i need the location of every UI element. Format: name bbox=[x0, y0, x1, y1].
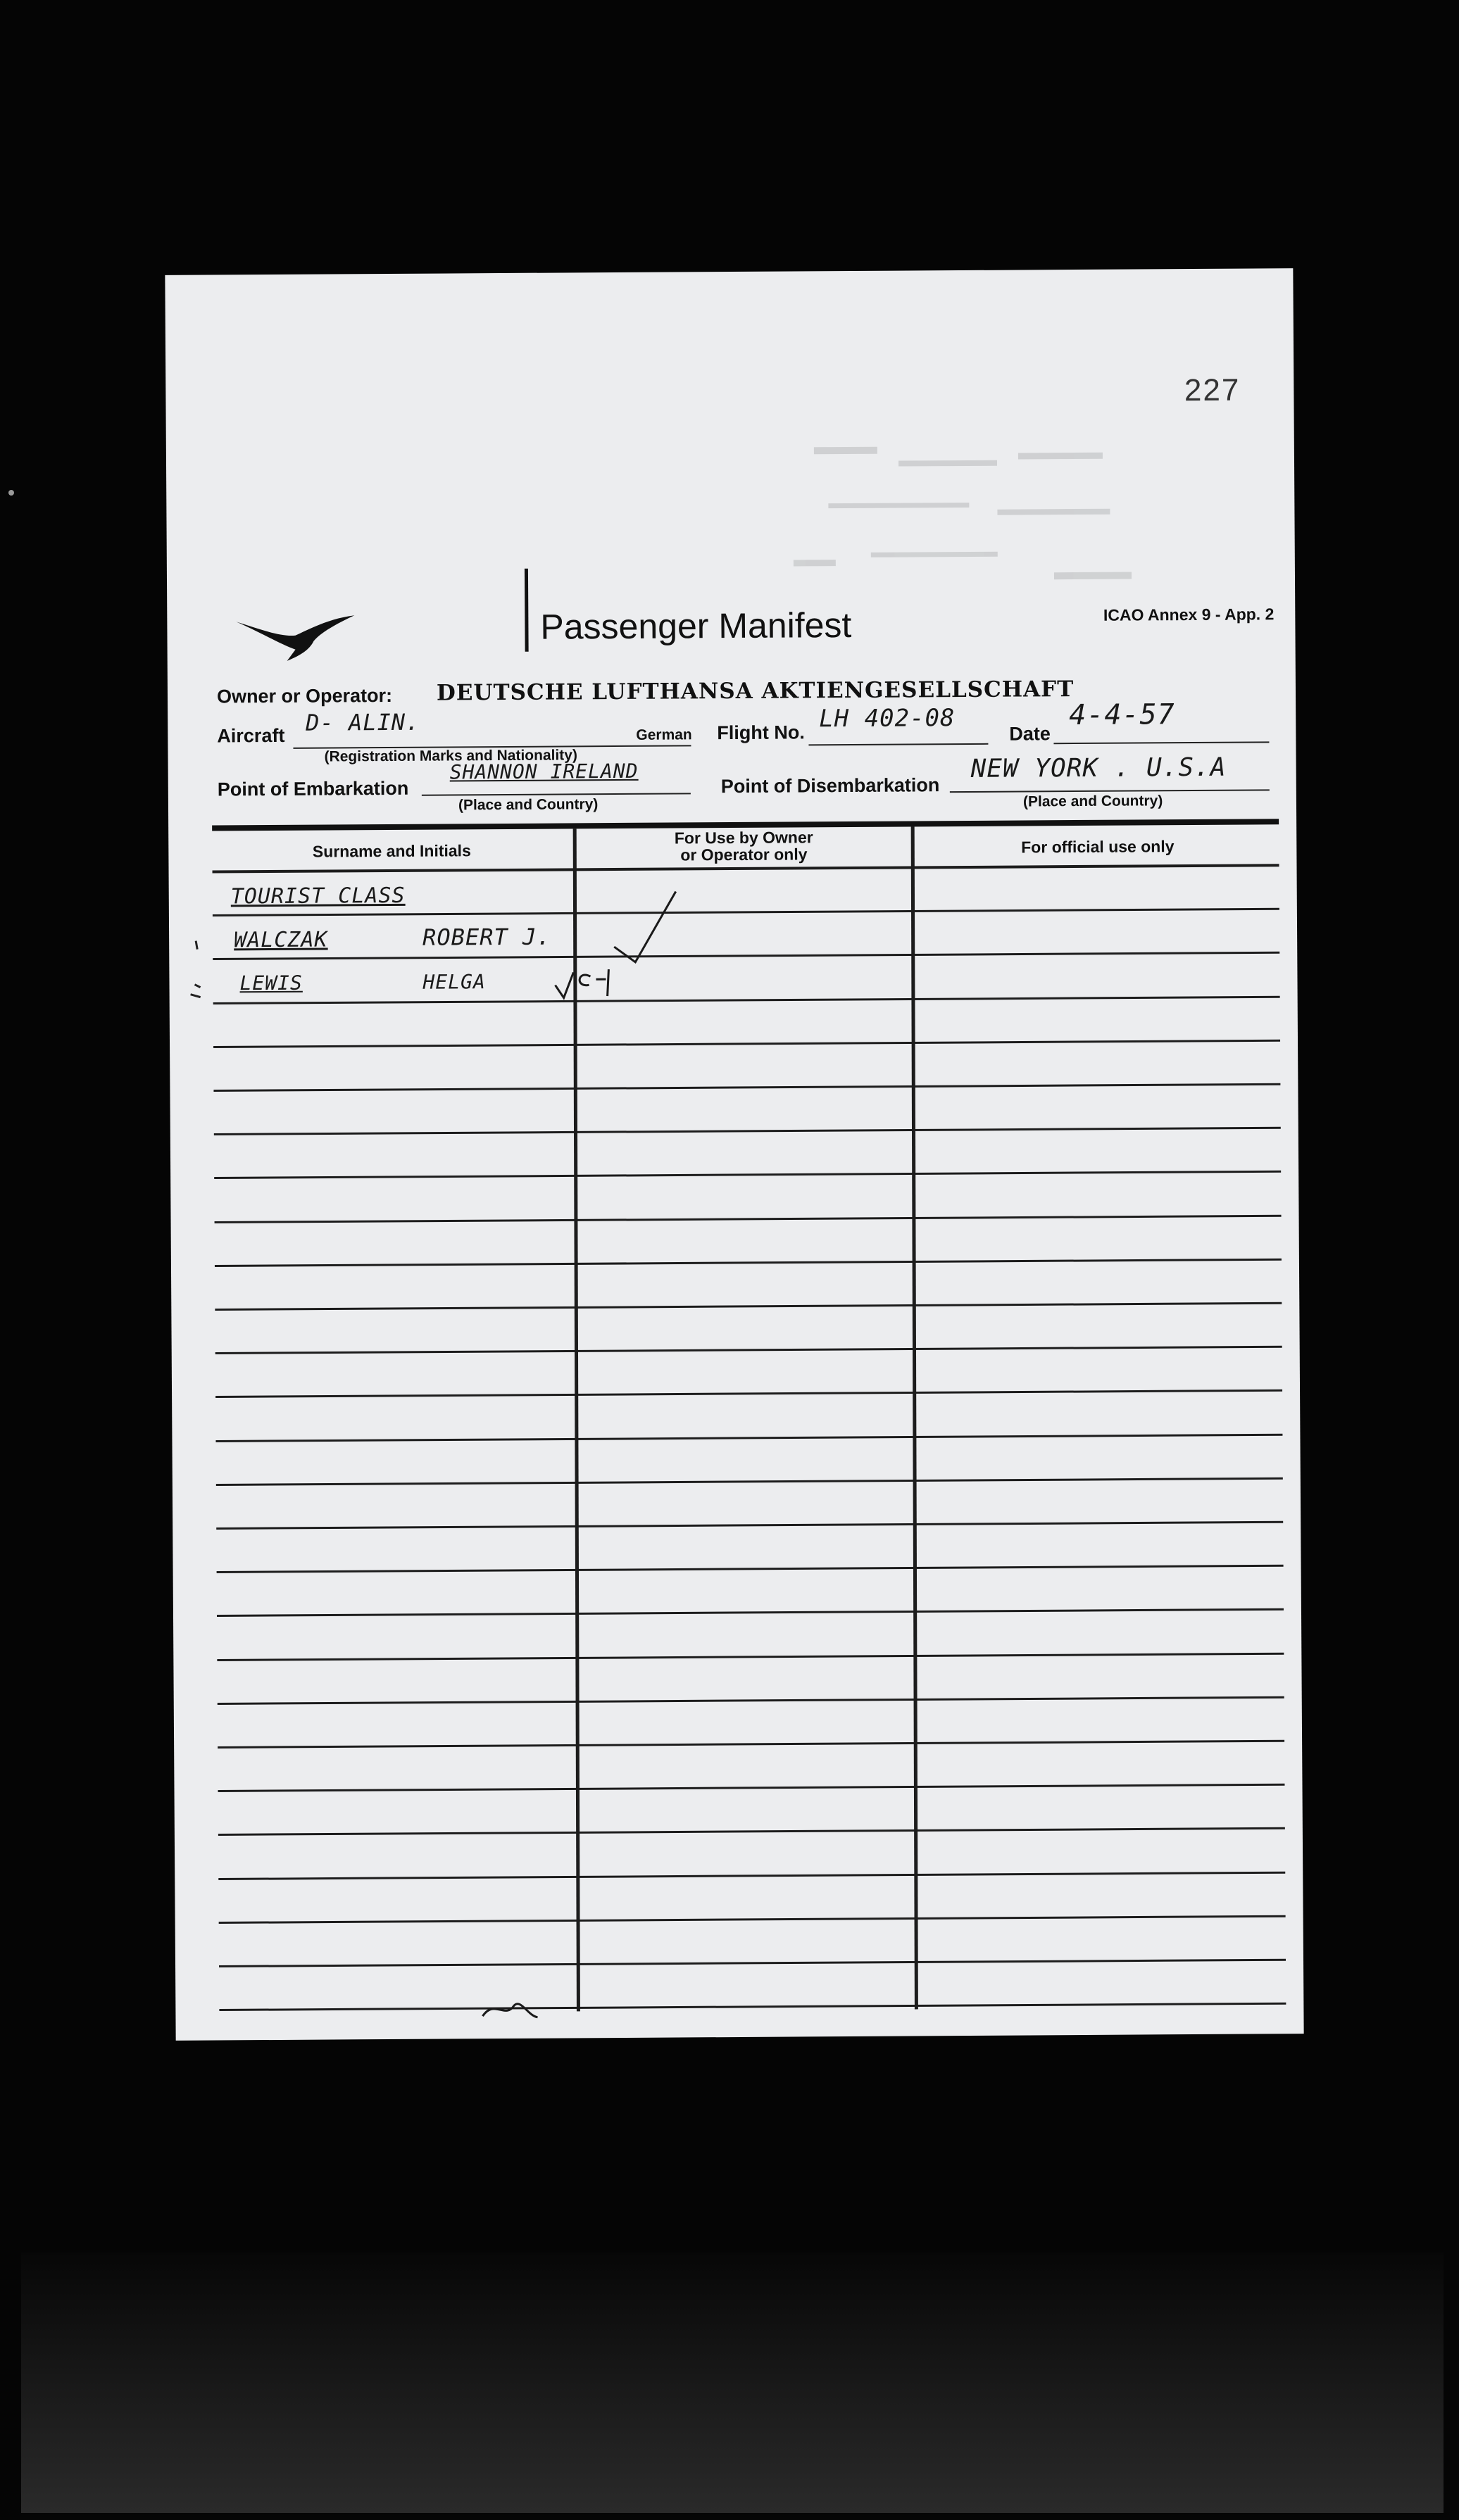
entry-given-1: ROBERT J. bbox=[422, 923, 551, 951]
form-title: Passenger Manifest bbox=[540, 605, 852, 647]
flight-number-value: LH 402-08 bbox=[819, 704, 956, 733]
aircraft-caption: (Registration Marks and Nationality) bbox=[324, 747, 577, 765]
entry-given-2: HELGA bbox=[422, 970, 486, 994]
embarkation-value: SHANNON IRELAND bbox=[449, 759, 639, 784]
aircraft-label: Aircraft bbox=[217, 724, 285, 747]
owner-use-line1: For Use by Owner bbox=[674, 828, 813, 848]
disembarkation-label: Point of Disembarkation bbox=[720, 774, 940, 798]
entry-surname-2: LEWIS bbox=[239, 971, 303, 995]
date-value: 4-4-57 bbox=[1069, 698, 1175, 732]
date-label: Date bbox=[1009, 723, 1051, 745]
margin-marks bbox=[190, 941, 200, 997]
tick-mark bbox=[555, 972, 573, 997]
entry-tourist-class: TOURIST CLASS bbox=[230, 883, 406, 909]
embarkation-label: Point of Embarkation bbox=[217, 777, 409, 800]
owner-operator-label: Owner or Operator: bbox=[216, 684, 393, 707]
column-header-official-use: For official use only bbox=[1021, 837, 1175, 857]
owner-use-line2: or Operator only bbox=[680, 845, 808, 864]
page-number: 227 bbox=[1184, 372, 1241, 408]
scanner-background bbox=[21, 2253, 1444, 2513]
scan-artifact bbox=[8, 490, 14, 496]
flight-number-label: Flight No. bbox=[717, 722, 805, 744]
aircraft-registration: D- ALIN. bbox=[306, 708, 420, 736]
embarkation-caption: (Place and Country) bbox=[458, 796, 599, 814]
entry-surname-1: WALCZAK bbox=[234, 927, 328, 953]
check-mark bbox=[614, 892, 677, 963]
owner-operator-value: DEUTSCHE LUFTHANSA AKTIENGESELLSCHAFT bbox=[436, 676, 1075, 706]
pen-marks bbox=[165, 268, 1303, 2041]
aircraft-nationality: German bbox=[636, 726, 692, 743]
manifest-page bbox=[165, 268, 1303, 2041]
disembarkation-value: NEW YORK . U.S.A bbox=[970, 752, 1227, 783]
pen-annotation bbox=[580, 969, 609, 996]
icao-reference: ICAO Annex 9 - App. 2 bbox=[1103, 605, 1275, 624]
column-header-surname: Surname and Initials bbox=[312, 841, 471, 861]
pen-scribble bbox=[482, 2004, 537, 2018]
disembarkation-caption: (Place and Country) bbox=[1022, 793, 1163, 810]
